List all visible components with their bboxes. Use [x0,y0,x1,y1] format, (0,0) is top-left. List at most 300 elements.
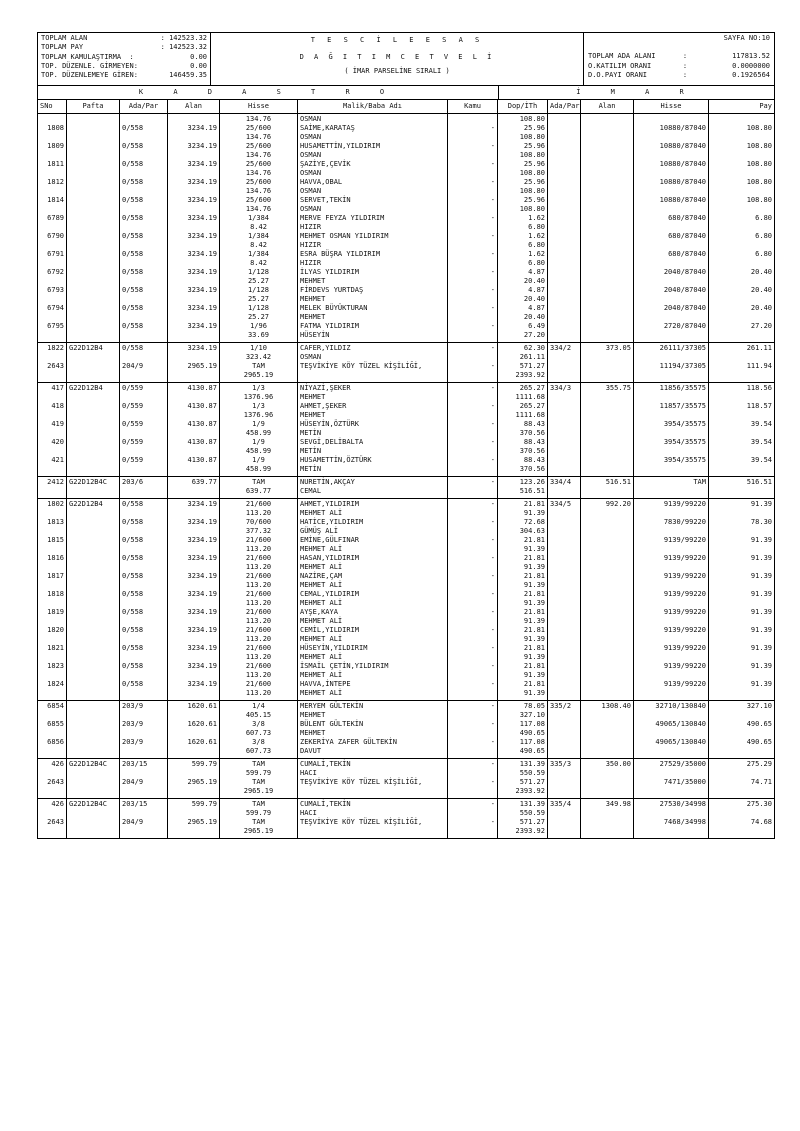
section-imar: İ M A R [576,88,697,96]
cell-dop: 370.56 [519,429,545,437]
cell-dop: 21.81 [523,644,545,652]
cell-kamu: - [490,608,495,616]
cell-hisse: 599.79 [245,809,272,817]
cell-imar-hisse: TAM [693,478,706,486]
cell-imar-alan [583,590,631,599]
cell-pay: 108.80 [746,142,772,150]
cell-malik: TEŞVİKİYE KÖY TÜZEL KİŞİLİĞİ, [300,362,423,370]
cell-sno [40,331,64,340]
cell-dop: 25.96 [523,178,545,186]
cell-malik: METİN [300,429,322,437]
cell-hisse: 113.20 [245,599,272,607]
cell-imar-hisse: 26111/37305 [659,344,706,352]
cell-kamu: - [490,160,495,168]
cell-imar-hisse [636,747,706,756]
cell-adapar [122,277,165,286]
cell-kamu [450,223,495,232]
cell-pay [711,527,772,536]
total-value: : 142523.32 [160,34,207,42]
pay-column [709,799,774,838]
cell-sno [40,411,64,420]
cell-hisse: 1/4 [252,702,265,710]
cell-pay: 6.80 [755,250,772,258]
cell-malik: CEMİL,YILDIRIM [300,626,360,634]
alan-column [168,477,220,498]
cell-sno [40,787,64,796]
cell-alan [170,447,217,456]
cell-imar-adapar [550,626,578,635]
cell-malik: HUSAMETTİN,ÖZTÜRK [300,456,372,464]
cell-sno [40,223,64,232]
cell-imar-alan [583,527,631,536]
cell-imar-adapar [550,232,578,241]
cell-malik: NAZİRE,ÇAM [300,572,343,580]
cell-alan: 1620.61 [187,702,217,710]
cell-pay: 118.57 [746,402,772,410]
cell-hisse: 1/128 [247,268,270,276]
cell-sno [40,509,64,518]
imar-adapar-column [548,799,581,838]
imar-hisse-column [634,343,709,382]
hisse-column [220,701,298,758]
cell-imar-alan [583,818,631,827]
cell-dop: 571.27 [519,778,545,786]
cell-imar-hisse: 3954/35575 [663,456,706,464]
cell-imar-adapar [550,241,578,250]
cell-adapar: 0/558 [122,304,144,312]
cell-imar-alan [583,671,631,680]
cell-hisse: 21/600 [245,536,272,544]
cell-pay: 91.39 [750,662,772,670]
cell-imar-alan [583,778,631,787]
cell-sno: 1802 [47,500,64,508]
cell-imar-adapar [550,653,578,662]
cell-alan: 3234.19 [187,536,217,544]
cell-hisse: 113.20 [245,653,272,661]
cell-adapar: 0/558 [122,518,144,526]
cell-pafta [69,653,117,662]
cell-pay: 91.39 [750,572,772,580]
cell-imar-adapar [550,465,578,474]
cell-imar-adapar: 335/2 [550,702,572,710]
cell-alan: 3234.19 [187,286,217,294]
cell-dop: 91.39 [523,617,545,625]
cell-kamu: - [490,142,495,150]
cell-adapar [122,133,165,142]
cell-malik: MELEK BÜYÜKTURAN [300,304,368,312]
cell-imar-adapar [550,411,578,420]
cell-sno [40,563,64,572]
cell-imar-adapar [550,133,578,142]
cell-kamu [450,313,495,322]
cell-adapar [122,295,165,304]
cell-dop: 117.08 [519,720,545,728]
cell-imar-hisse [636,581,706,590]
cell-imar-alan [583,747,631,756]
cell-dop: 1111.68 [515,393,545,401]
pafta-column [67,799,120,838]
cell-adapar: 0/558 [122,536,144,544]
cell-sno: 426 [51,800,64,808]
cell-imar-alan: 349.98 [605,800,631,808]
cell-dop: 91.39 [523,689,545,697]
cell-malik: HATİCE,YILDIRIM [300,518,364,526]
cell-adapar [122,241,165,250]
cell-sno [40,393,64,402]
cell-imar-hisse [636,563,706,572]
cell-dop: 571.27 [519,362,545,370]
cell-hisse: 1/384 [247,214,270,222]
cell-imar-adapar [550,124,578,133]
cell-imar-adapar [550,536,578,545]
table-group [37,383,775,477]
cell-adapar: 204/9 [122,778,144,786]
cell-imar-alan [583,205,631,214]
cell-imar-hisse [636,617,706,626]
cell-alan [170,313,217,322]
cell-adapar: 0/558 [122,626,144,634]
cell-hisse: 458.99 [245,429,272,437]
cell-pafta [69,487,117,496]
cell-imar-adapar [550,187,578,196]
cell-hisse: 21/600 [245,626,272,634]
cell-imar-hisse [636,429,706,438]
cell-alan: 2965.19 [187,778,217,786]
imar-alan-column [581,343,634,382]
cell-adapar [122,711,165,720]
cell-kamu [450,545,495,554]
cell-imar-alan [583,626,631,635]
ratio-label: TOPLAM ADA ALANI [588,52,656,61]
cell-dop: 91.39 [523,581,545,589]
cell-dop: 21.81 [523,536,545,544]
ratio-label: O.KATILIM ORANI [588,61,652,70]
cell-pay: 108.80 [746,196,772,204]
hisse-column [220,383,298,476]
cell-adapar: 0/558 [122,572,144,580]
cell-alan [170,711,217,720]
hisse-column [220,477,298,498]
cell-hisse: 25.27 [247,277,270,285]
col-header-alan: Alan [168,100,220,113]
cell-pafta [69,115,117,124]
cell-imar-alan [583,680,631,689]
cell-kamu [450,447,495,456]
cell-adapar: 0/558 [122,250,144,258]
cell-pafta [69,554,117,563]
cell-adapar: 0/558 [122,500,144,508]
cell-kamu: - [490,232,495,240]
cell-pay [711,689,772,698]
cell-imar-alan [583,178,631,187]
cell-pafta [69,295,117,304]
cell-dop: 91.39 [523,671,545,679]
cell-imar-alan [583,250,631,259]
cell-imar-alan [583,545,631,554]
cell-hisse: 2965.19 [243,787,274,795]
imar-adapar-column [548,114,581,342]
cell-imar-adapar [550,738,578,747]
cell-imar-adapar [550,635,578,644]
cell-imar-hisse [636,371,706,380]
cell-adapar: 0/558 [122,124,144,132]
totals-right [584,33,774,85]
col-header-pay: Pay [759,102,772,110]
cell-imar-alan [583,169,631,178]
cell-sno [40,133,64,142]
dop-column [498,799,548,838]
cell-adapar [122,465,165,474]
cell-imar-alan [583,608,631,617]
cell-imar-hisse: 680/87040 [668,232,706,240]
cell-adapar [122,653,165,662]
cell-adapar [122,223,165,232]
cell-sno: 2643 [47,362,64,370]
cell-dop: 4.87 [528,286,545,294]
sno-column [38,477,67,498]
cell-kamu: - [490,572,495,580]
col-header-pafta: Pafta [67,100,120,113]
cell-pafta [69,590,117,599]
adapar-column [120,343,168,382]
cell-alan [170,465,217,474]
cell-imar-alan [583,509,631,518]
cell-imar-adapar [550,809,578,818]
cell-pafta [69,581,117,590]
cell-dop: 1.62 [528,250,545,258]
cell-sno [40,769,64,778]
cell-pafta [69,671,117,680]
cell-imar-adapar: 335/4 [550,800,572,808]
cell-pafta [69,250,117,259]
cell-alan: 3234.19 [187,250,217,258]
cell-imar-alan [583,447,631,456]
imar-adapar-column [548,477,581,498]
cell-pafta: G22D12B4C [69,478,107,486]
cell-kamu: - [490,760,495,768]
cell-sno: 1816 [47,554,64,562]
cell-adapar [122,187,165,196]
cell-malik: MEHMET [300,277,326,285]
cell-dop: 123.26 [519,478,545,486]
cell-pay: 91.39 [750,500,772,508]
cell-dop: 72.68 [523,518,545,526]
total-label: TOP. DÜZENLEMEYE GİREN: [41,71,138,80]
table-group [37,759,775,799]
cell-dop: 25.96 [523,196,545,204]
cell-imar-alan [583,133,631,142]
cell-malik: MEHMET [300,729,326,737]
imar-adapar-column [548,383,581,476]
cell-pafta [69,371,117,380]
cell-malik: MERVE FEYZA YILDIRIM [300,214,385,222]
cell-pafta: G22D12B4 [69,500,103,508]
cell-pay: 91.39 [750,590,772,598]
cell-imar-hisse [636,447,706,456]
cell-imar-adapar [550,518,578,527]
cell-sno [40,187,64,196]
cell-malik: MEHMET ALİ [300,581,343,589]
cell-imar-hisse [636,711,706,720]
cell-pafta [69,599,117,608]
cell-imar-adapar [550,331,578,340]
cell-imar-adapar [550,545,578,554]
cell-kamu: - [490,344,495,352]
total-row [41,62,207,71]
cell-dop: 88.43 [523,420,545,428]
cell-adapar [122,509,165,518]
cell-pafta [69,205,117,214]
cell-adapar: 0/558 [122,644,144,652]
malik-column [298,383,448,476]
cell-malik: AHMET,ŞEKER [300,402,347,410]
cell-adapar: 203/6 [122,478,144,486]
cell-sno: 1824 [47,680,64,688]
cell-pay [711,787,772,796]
cell-imar-hisse [636,689,706,698]
cell-imar-alan [583,371,631,380]
cell-imar-hisse: 9139/99220 [663,608,706,616]
cell-imar-alan: 355.75 [605,384,631,392]
cell-dop: 265.27 [519,384,545,392]
cell-hisse: 1376.96 [243,393,274,401]
cell-malik: ESRA BÜŞRA YILDIRIM [300,250,381,258]
cell-malik: HIZIR [300,223,322,231]
cell-imar-hisse [636,169,706,178]
cell-hisse: 21/600 [245,608,272,616]
cell-sno [40,115,64,124]
dop-column [498,477,548,498]
cell-sno: 2643 [47,778,64,786]
cell-pay: 118.56 [746,384,772,392]
kamu-column [448,701,498,758]
cell-imar-alan [583,617,631,626]
cell-imar-alan [583,635,631,644]
cell-hisse: 21/600 [245,662,272,670]
cell-imar-hisse: 27530/34998 [659,800,706,808]
col-header-imar-adapar: Ada/Par [548,100,581,113]
cell-dop: 1111.68 [515,411,545,419]
cell-pafta [69,420,117,429]
cell-pafta [69,608,117,617]
cell-alan: 3234.19 [187,232,217,240]
cell-sno: 1817 [47,572,64,580]
cell-imar-adapar [550,769,578,778]
cell-adapar: 0/558 [122,680,144,688]
cell-sno [40,353,64,362]
cell-malik: TEŞVİKİYE KÖY TÜZEL KİŞİLİĞİ, [300,778,423,786]
cell-dop: 27.20 [523,331,545,339]
cell-imar-hisse [636,223,706,232]
kamu-column [448,383,498,476]
cell-malik: HAVVA,İNTEPE [300,680,351,688]
cell-pay [711,563,772,572]
cell-pafta [69,536,117,545]
cell-imar-adapar [550,322,578,331]
cell-adapar [122,581,165,590]
cell-kamu [450,827,495,836]
cell-imar-alan [583,151,631,160]
cell-imar-hisse: 9139/99220 [663,590,706,598]
cell-hisse: 1/384 [247,250,270,258]
adapar-column [120,759,168,798]
cell-pay [711,617,772,626]
cell-sno [40,581,64,590]
cell-imar-alan [583,286,631,295]
col-header-adapar: Ada/Par [120,100,168,113]
cell-imar-adapar [550,680,578,689]
cell-pay: 111.94 [746,362,772,370]
cell-imar-adapar [550,554,578,563]
cell-hisse: 8.42 [250,241,267,249]
cell-pafta [69,214,117,223]
cell-malik: OSMAN [300,205,322,213]
cell-alan [170,747,217,756]
cell-imar-adapar [550,644,578,653]
cell-adapar: 0/558 [122,590,144,598]
cell-imar-adapar [550,178,578,187]
cell-dop: 91.39 [523,545,545,553]
total-row [41,71,207,80]
cell-alan: 3234.19 [187,344,217,352]
cell-malik: HASAN,YILDIRIM [300,554,360,562]
cell-imar-alan [583,572,631,581]
cell-kamu: - [490,680,495,688]
cell-malik: MEHMET ALİ [300,617,343,625]
cell-pafta [69,429,117,438]
cell-malik: MEHMET ALİ [300,509,343,517]
cell-hisse: 21/600 [245,572,272,580]
cell-imar-alan [583,438,631,447]
cell-pay [711,581,772,590]
ratio-row: TOPLAM ADA ALANI : 117813.52 [588,52,770,61]
cell-alan [170,563,217,572]
cell-adapar: 203/15 [122,760,148,768]
cell-adapar: 0/558 [122,160,144,168]
cell-dop: 91.39 [523,509,545,517]
col-header-sno: SNo [38,100,67,113]
cell-imar-hisse [636,671,706,680]
cell-adapar: 204/9 [122,362,144,370]
cell-pay [711,671,772,680]
hisse-column [220,759,298,798]
cell-dop: 108.80 [519,187,545,195]
cell-pay: 91.39 [750,680,772,688]
cell-alan [170,509,217,518]
cell-dop: 490.65 [519,729,545,737]
cell-alan [170,787,217,796]
cell-imar-adapar [550,827,578,836]
cell-pafta [69,626,117,635]
sno-column [38,383,67,476]
col-header-dop: Dop/İTh [498,100,548,113]
cell-malik: HÜSEYİN,ÖZTÜRK [300,420,360,428]
cell-pay: 275.29 [746,760,772,768]
cell-pay: 108.80 [746,160,772,168]
cell-adapar [122,747,165,756]
cell-sno: 6790 [47,232,64,240]
adapar-column [120,499,168,700]
cell-pafta [69,322,117,331]
cell-adapar [122,689,165,698]
cell-alan: 3234.19 [187,304,217,312]
cell-adapar: 0/558 [122,268,144,276]
cell-imar-alan [583,411,631,420]
cell-malik: HACI [300,769,317,777]
cell-dop: 4.87 [528,304,545,312]
pay-column [709,114,774,342]
cell-adapar [122,635,165,644]
